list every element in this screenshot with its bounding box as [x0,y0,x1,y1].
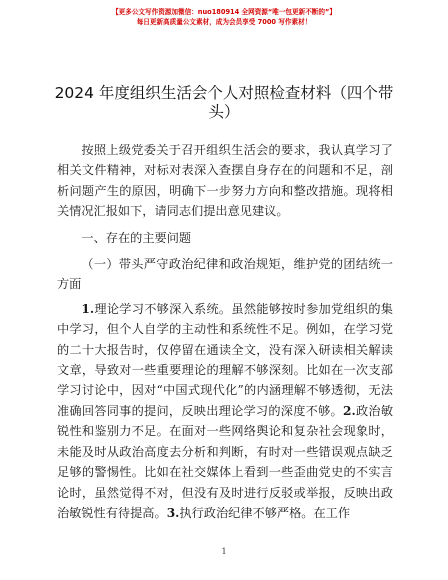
body-paragraph [57,299,393,523]
item-number-1: 1. [81,301,95,316]
item-text-2: 政治敏锐性和鉴别力不足。在面对一些网络舆论和复杂社会现象时，未能及时从政治高度去分析和判断，有时对一些错误观点缺乏足够的警惕性。比如在社交媒体上看到一些歪曲党史的不实言论时，虽然觉得不对，但没有及时进行反驳或举报，反映出政治敏锐性有待提高。 [57,403,394,520]
document-title: 2024 年度组织生活会个人对照检查材料（四个带头） [54,84,394,121]
page-number: 1 [221,547,227,556]
subsection-heading: （一）带头严守政治纪律和政治规矩，维护党的团结统一方面 [57,257,393,292]
section-heading: 一、存在的主要问题 [81,230,192,245]
document-body [57,140,393,523]
item-text-3: 执行政治纪律不够严格。在工作 [179,505,351,520]
promo-banner [0,8,448,27]
promo-banner-line2: 每日更新高质量公文素材，成为会员享受 7000 写作素材！ [136,18,312,26]
intro-paragraph: 按照上级党委关于召开组织生活会的要求，我认真学习了相关文件精神，对标对表深入查摆自身存在的问题和不足，剖析问题产生的原因，明确下一步努力方向和整改措施。现将相关情况汇报如下，请同志们提出意见建议。 [57,143,393,219]
item-text-1: 理论学习不够深入系统。虽然能够按时参加党组织的集中学习，但个人自学的主动性和系统性不足。例如，在学习党的二十大报告时，仅停留在通读全文，没有深入研读相关解读文章，导致对一些重要理论的理解不够深刻。比如在一次支部学习讨论中，因对“中国式现代化”的内涵理解不够透彻，无法准确回答同事的提问，反映出理论学习的深度不够。 [57,301,393,418]
item-number-3: 3. [166,505,180,520]
item-number-2: 2. [342,403,356,418]
promo-banner-line1: 【更多公文写作资源加微信：nuo180914 全网资源“唯一包更新不断的”】 [112,8,336,16]
